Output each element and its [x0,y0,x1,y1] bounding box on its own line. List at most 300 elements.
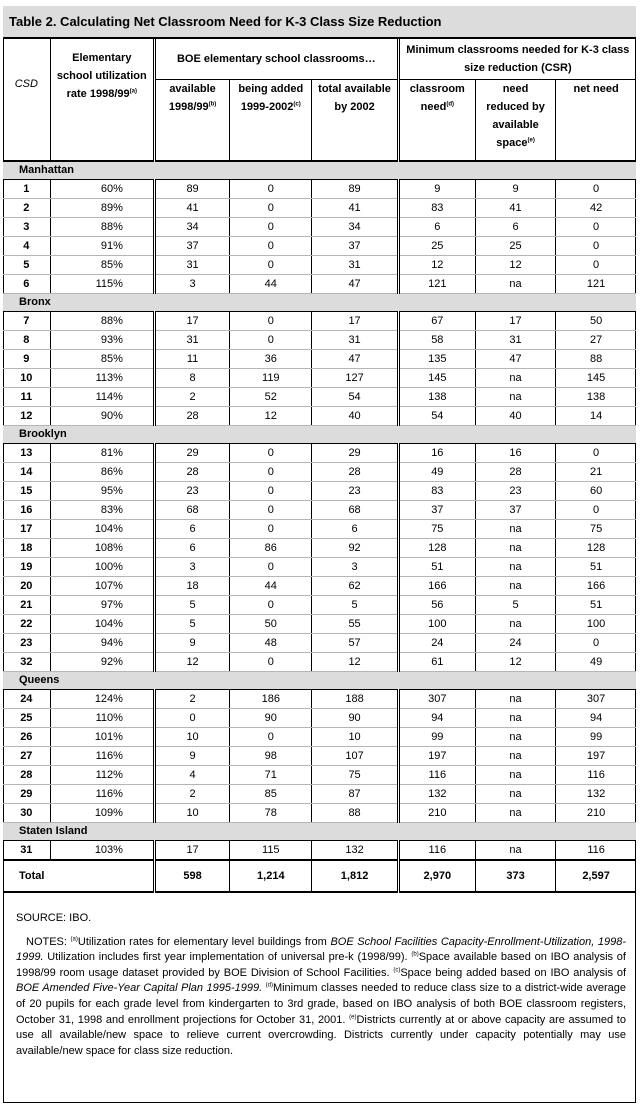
cell-csd: 3 [3,218,50,237]
table-row [3,218,636,237]
header-net-need: net need [556,80,636,162]
table-row [3,388,636,407]
table-row [3,180,636,199]
cell-need-reduced: na [475,728,555,747]
cell-need-reduced: na [475,690,555,709]
cell-being-added: 44 [230,577,312,596]
table-row [3,785,636,804]
cell-total-available: 31 [312,256,398,275]
table-row [3,766,636,785]
cell-available: 2 [154,785,229,804]
cell-csd: 8 [3,331,50,350]
cell-need-reduced: 41 [475,199,555,218]
cell-need-reduced: 17 [475,312,555,331]
cell-need-reduced: na [475,615,555,634]
table-row [3,841,636,861]
cell-total-available: 47 [312,275,398,294]
cell-classroom-need: 99 [398,728,475,747]
cell-classroom-need: 138 [398,388,475,407]
cell-being-added: 186 [230,690,312,709]
cell-need-reduced: na [475,841,555,861]
cell-available: 34 [154,218,229,237]
cell-available: 2 [154,690,229,709]
footnote-a-marker: (a) [70,935,78,942]
table-row [3,501,636,520]
cell-net-need: 145 [556,369,636,388]
cell-total-available: 12 [312,653,398,672]
cell-net-need: 60 [556,482,636,501]
cell-csd: 9 [3,350,50,369]
cell-need-reduced: 47 [475,350,555,369]
table-title: Table 2. Calculating Net Classroom Need for K-3 Class Size Reduction [3,6,636,39]
table-row [3,634,636,653]
cell-classroom-need: 9 [398,180,475,199]
cell-need-reduced: 40 [475,407,555,426]
table-row [3,690,636,709]
cell-net-need: 0 [556,218,636,237]
cell-total-available: 6 [312,520,398,539]
cell-being-added: 0 [230,218,312,237]
footnote-c-marker: (c) [393,967,401,974]
cell-available: 28 [154,463,229,482]
cell-available: 89 [154,180,229,199]
cell-available: 3 [154,558,229,577]
borough-row [3,161,636,180]
cell-available: 10 [154,804,229,823]
cell-utilization: 91% [50,237,154,256]
cell-classroom-need: 61 [398,653,475,672]
cell-total-available: 17 [312,312,398,331]
cell-classroom-need: 210 [398,804,475,823]
borough-name: Brooklyn [3,426,636,444]
cell-need-reduced: na [475,275,555,294]
cell-utilization: 85% [50,256,154,275]
table-row [3,747,636,766]
cell-available: 23 [154,482,229,501]
cell-being-added: 98 [230,747,312,766]
cell-net-need: 21 [556,463,636,482]
cell-classroom-need: 121 [398,275,475,294]
cell-utilization: 101% [50,728,154,747]
cell-classroom-need: 94 [398,709,475,728]
cell-csd: 21 [3,596,50,615]
cell-available: 5 [154,615,229,634]
table-row [3,804,636,823]
cell-csd: 17 [3,520,50,539]
cell-utilization: 100% [50,558,154,577]
cell-csd: 14 [3,463,50,482]
cell-csd: 5 [3,256,50,275]
cell-total-available: 188 [312,690,398,709]
borough-row [3,294,636,312]
cell-need-reduced: na [475,558,555,577]
borough-row [3,823,636,841]
cell-net-need: 27 [556,331,636,350]
cell-utilization: 113% [50,369,154,388]
total-available: 598 [154,860,229,892]
total-being-added: 1,214 [230,860,312,892]
cell-being-added: 0 [230,237,312,256]
cell-utilization: 90% [50,407,154,426]
cell-being-added: 0 [230,653,312,672]
header-total-available: total available by 2002 [312,80,398,162]
cell-net-need: 0 [556,180,636,199]
table-row [3,369,636,388]
cell-need-reduced: 37 [475,501,555,520]
cell-csd: 1 [3,180,50,199]
cell-being-added: 0 [230,501,312,520]
header-being-added: being added 1999-2002$^{(c)}$ [230,80,312,162]
footnote-d-marker: (d) [265,982,273,989]
cell-total-available: 41 [312,199,398,218]
cell-net-need: 88 [556,350,636,369]
header-classroom-need: classroom need$^{(d)}$ [398,80,475,162]
cell-need-reduced: 31 [475,331,555,350]
cell-need-reduced: 6 [475,218,555,237]
cell-being-added: 36 [230,350,312,369]
cell-csd: 15 [3,482,50,501]
cell-net-need: 0 [556,501,636,520]
cell-classroom-need: 51 [398,558,475,577]
cell-being-added: 12 [230,407,312,426]
cell-total-available: 55 [312,615,398,634]
cell-need-reduced: 16 [475,444,555,463]
notes-label: NOTES: [26,935,67,948]
cell-csd: 24 [3,690,50,709]
cell-net-need: 51 [556,558,636,577]
cell-csd: 2 [3,199,50,218]
cell-total-available: 92 [312,539,398,558]
table-row [3,539,636,558]
cell-available: 11 [154,350,229,369]
cell-need-reduced: 5 [475,596,555,615]
header-csd: CSD [3,39,50,161]
cell-need-reduced: 28 [475,463,555,482]
cell-csd: 22 [3,615,50,634]
cell-utilization: 88% [50,312,154,331]
footnote-a-text: Utilization rates for elementary level buildings from [77,935,331,948]
cell-csd: 10 [3,369,50,388]
table-row [3,237,636,256]
cell-net-need: 116 [556,841,636,861]
cell-classroom-need: 12 [398,256,475,275]
cell-classroom-need: 37 [398,501,475,520]
source-note: SOURCE: IBO. [16,912,92,924]
cell-available: 31 [154,331,229,350]
cell-classroom-need: 67 [398,312,475,331]
total-need-reduced: 373 [475,860,555,892]
cell-available: 9 [154,747,229,766]
cell-utilization: 85% [50,350,154,369]
cell-utilization: 60% [50,180,154,199]
cell-csd: 6 [3,275,50,294]
cell-classroom-need: 145 [398,369,475,388]
borough-name: Manhattan [3,161,636,180]
cell-net-need: 14 [556,407,636,426]
cell-csd: 32 [3,653,50,672]
cell-available: 29 [154,444,229,463]
cell-net-need: 210 [556,804,636,823]
cell-available: 6 [154,520,229,539]
cell-classroom-need: 25 [398,237,475,256]
cell-being-added: 115 [230,841,312,861]
cell-net-need: 51 [556,596,636,615]
header-utilization: Elementary school utilization rate 1998/99$^{(a)}$ [50,39,154,161]
cell-utilization: 107% [50,577,154,596]
cell-total-available: 34 [312,218,398,237]
cell-available: 37 [154,237,229,256]
cell-need-reduced: 12 [475,653,555,672]
cell-classroom-need: 132 [398,785,475,804]
cell-utilization: 108% [50,539,154,558]
cell-net-need: 116 [556,766,636,785]
footnote-c-source: BOE Amended Five-Year Capital Plan 1995-1999. [16,982,263,995]
cell-utilization: 83% [50,501,154,520]
cell-being-added: 0 [230,199,312,218]
cell-available: 6 [154,539,229,558]
cell-available: 4 [154,766,229,785]
cell-need-reduced: na [475,766,555,785]
cell-utilization: 112% [50,766,154,785]
cell-total-available: 90 [312,709,398,728]
footnote-b-text: Space available based on IBO analysis of 1998/99 room usage dataset provided by BOE Division of School Facilities. [16,951,626,979]
cell-utilization: 81% [50,444,154,463]
cell-classroom-need: 307 [398,690,475,709]
cell-being-added: 119 [230,369,312,388]
cell-being-added: 0 [230,331,312,350]
cell-net-need: 49 [556,653,636,672]
total-total-available: 1,812 [312,860,398,892]
cell-csd: 19 [3,558,50,577]
cell-total-available: 40 [312,407,398,426]
cell-csd: 23 [3,634,50,653]
table-row [3,520,636,539]
cell-available: 8 [154,369,229,388]
cell-net-need: 197 [556,747,636,766]
cell-csd: 13 [3,444,50,463]
cell-total-available: 31 [312,331,398,350]
table-row [3,653,636,672]
cell-csd: 27 [3,747,50,766]
cell-need-reduced: na [475,785,555,804]
table-row [3,558,636,577]
table-row [3,577,636,596]
cell-being-added: 50 [230,615,312,634]
cell-net-need: 166 [556,577,636,596]
cell-csd: 26 [3,728,50,747]
cell-classroom-need: 56 [398,596,475,615]
cell-being-added: 0 [230,312,312,331]
cell-utilization: 97% [50,596,154,615]
cell-available: 31 [154,256,229,275]
cell-classroom-need: 24 [398,634,475,653]
footnote-b-marker: (b) [411,951,419,958]
cell-total-available: 5 [312,596,398,615]
cell-net-need: 99 [556,728,636,747]
cell-csd: 28 [3,766,50,785]
borough-name: Queens [3,672,636,690]
cell-utilization: 114% [50,388,154,407]
footnote-a-text-2: Utilization includes first year implementation of universal pre-k (1998/99). [43,951,412,964]
cell-total-available: 29 [312,444,398,463]
cell-classroom-need: 166 [398,577,475,596]
cell-need-reduced: na [475,804,555,823]
cell-total-available: 107 [312,747,398,766]
cell-being-added: 0 [230,482,312,501]
cell-need-reduced: na [475,747,555,766]
cell-total-available: 57 [312,634,398,653]
cell-total-available: 87 [312,785,398,804]
cell-utilization: 95% [50,482,154,501]
header-boe-group: BOE elementary school classrooms… [154,39,398,80]
cell-net-need: 100 [556,615,636,634]
cell-utilization: 88% [50,218,154,237]
cell-being-added: 52 [230,388,312,407]
cell-available: 5 [154,596,229,615]
cell-csd: 16 [3,501,50,520]
cell-classroom-need: 16 [398,444,475,463]
borough-row [3,672,636,690]
table-row [3,275,636,294]
cell-being-added: 71 [230,766,312,785]
cell-csd: 25 [3,709,50,728]
table-body [3,161,636,860]
table-row [3,312,636,331]
cell-classroom-need: 58 [398,331,475,350]
cell-available: 12 [154,653,229,672]
cell-net-need: 0 [556,634,636,653]
cell-total-available: 54 [312,388,398,407]
cell-classroom-need: 116 [398,766,475,785]
cell-classroom-need: 83 [398,199,475,218]
cell-available: 17 [154,841,229,861]
cell-classroom-need: 49 [398,463,475,482]
cell-csd: 29 [3,785,50,804]
cell-total-available: 89 [312,180,398,199]
cell-need-reduced: na [475,520,555,539]
cell-utilization: 103% [50,841,154,861]
cell-being-added: 0 [230,520,312,539]
cell-total-available: 47 [312,350,398,369]
total-label: Total [3,860,154,892]
cell-utilization: 116% [50,785,154,804]
classroom-need-table [3,39,636,893]
cell-need-reduced: 25 [475,237,555,256]
cell-utilization: 110% [50,709,154,728]
cell-classroom-need: 75 [398,520,475,539]
cell-total-available: 68 [312,501,398,520]
table-row [3,463,636,482]
cell-total-available: 10 [312,728,398,747]
table-row [3,407,636,426]
cell-available: 2 [154,388,229,407]
cell-total-available: 23 [312,482,398,501]
cell-need-reduced: na [475,539,555,558]
footnote-e-text: Districts currently at or above capacity are assumed to use all available/new space to relieve current overcrowding. Districts currently under capacity potentially may use available/new space for class size reduction. [16,1013,626,1057]
cell-classroom-need: 83 [398,482,475,501]
cell-net-need: 0 [556,237,636,256]
cell-being-added: 90 [230,709,312,728]
cell-csd: 18 [3,539,50,558]
cell-being-added: 0 [230,444,312,463]
cell-csd: 11 [3,388,50,407]
borough-name: Staten Island [3,823,636,841]
total-classroom-need: 2,970 [398,860,475,892]
cell-total-available: 88 [312,804,398,823]
cell-need-reduced: na [475,388,555,407]
footnote-e-marker: (e) [349,1013,357,1020]
cell-utilization: 94% [50,634,154,653]
cell-available: 9 [154,634,229,653]
cell-net-need: 94 [556,709,636,728]
footnote-a-source: BOE School Facilities Capacity-Enrollment-Utilization, 1998-1999. [16,935,627,964]
cell-utilization: 86% [50,463,154,482]
cell-being-added: 0 [230,180,312,199]
cell-net-need: 42 [556,199,636,218]
cell-utilization: 116% [50,747,154,766]
cell-net-need: 0 [556,256,636,275]
cell-being-added: 0 [230,596,312,615]
cell-being-added: 0 [230,463,312,482]
cell-net-need: 0 [556,444,636,463]
cell-being-added: 0 [230,558,312,577]
table-row [3,199,636,218]
cell-utilization: 92% [50,653,154,672]
borough-name: Bronx [3,294,636,312]
table-row [3,728,636,747]
cell-utilization: 109% [50,804,154,823]
header-need-reduced: need reduced by available space$^{(e)}$ [475,80,555,162]
cell-utilization: 115% [50,275,154,294]
cell-net-need: 138 [556,388,636,407]
cell-net-need: 75 [556,520,636,539]
cell-utilization: 104% [50,520,154,539]
cell-total-available: 75 [312,766,398,785]
header-min-group: Minimum classrooms needed for K-3 class size reduction (CSR) [398,39,636,80]
cell-need-reduced: na [475,577,555,596]
table-row [3,709,636,728]
cell-csd: 30 [3,804,50,823]
cell-classroom-need: 135 [398,350,475,369]
cell-being-added: 0 [230,256,312,275]
cell-being-added: 48 [230,634,312,653]
cell-classroom-need: 197 [398,747,475,766]
cell-total-available: 28 [312,463,398,482]
cell-need-reduced: na [475,709,555,728]
cell-total-available: 62 [312,577,398,596]
cell-csd: 20 [3,577,50,596]
cell-classroom-need: 116 [398,841,475,861]
cell-available: 17 [154,312,229,331]
cell-being-added: 85 [230,785,312,804]
cell-utilization: 89% [50,199,154,218]
cell-need-reduced: 12 [475,256,555,275]
cell-net-need: 307 [556,690,636,709]
cell-need-reduced: na [475,369,555,388]
footnotes [16,935,626,1060]
cell-classroom-need: 54 [398,407,475,426]
table-row [3,256,636,275]
cell-need-reduced: 24 [475,634,555,653]
notes-section [3,905,636,1059]
cell-net-need: 121 [556,275,636,294]
cell-classroom-need: 100 [398,615,475,634]
cell-being-added: 0 [230,728,312,747]
total-row [3,860,636,892]
cell-available: 18 [154,577,229,596]
cell-need-reduced: 9 [475,180,555,199]
cell-need-reduced: 23 [475,482,555,501]
